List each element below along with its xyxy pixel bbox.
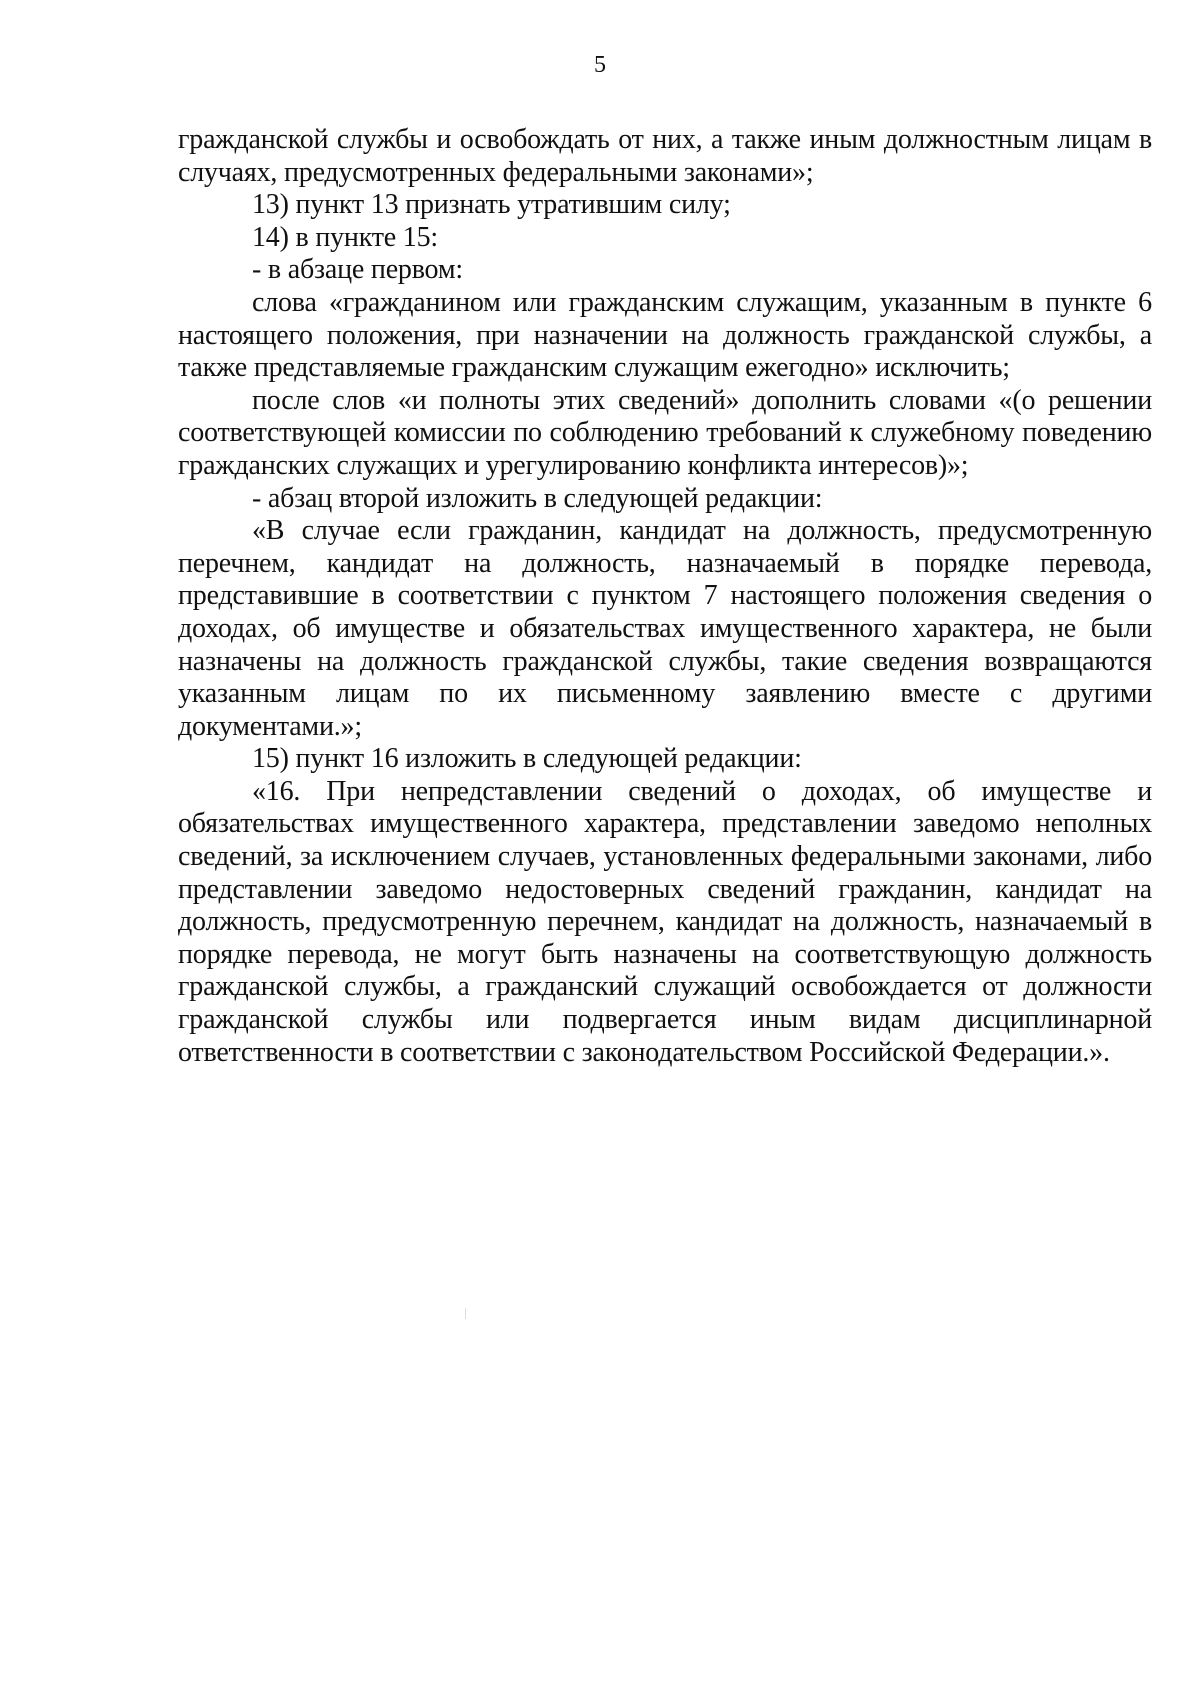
paragraph-words-exclusion: слова «гражданином или гражданским служащим, указанным в пункте 6 настоящего положения, при назначении на должность гражданской службы, а также представляемые гражданским служащим ежегодно» исключить;: [178, 286, 1152, 384]
paragraph-second-abzac: - абзац второй изложить в следующей редакции:: [252, 482, 823, 514]
paragraph-quoted-case: «В случае если гражданин, кандидат на должность, предусмотренную перечнем, кандидат на должность, назначаемый в порядке перевода, представившие в соответствии с пунктом 7 настоящего положения сведения о доходах, об имуществе и обязательствах имущественного характера, не были назначены на должность гражданской службы, такие сведения возвращаются указанным лицам по их письменному заявлению вместе с другими документами.»;: [178, 515, 1152, 742]
paragraph-item-14: 14) в пункте 15:: [252, 221, 438, 253]
document-body: [178, 124, 1152, 1069]
scan-speck: [465, 1308, 466, 1319]
paragraph-item-15: 15) пункт 16 изложить в следующей редакции:: [252, 743, 802, 775]
paragraph-item-13: 13) пункт 13 признать утратившим силу;: [252, 189, 731, 221]
paragraph-quoted-item-16: «16. При непредставлении сведений о доходах, об имуществе и обязательствах имущественного характера, представлении заведомо неполных сведений, за исключением случаев, установленных федеральными законами, либо представлении заведомо недостоверных сведений гражданин, кандидат на должность, предусмотренную перечнем, кандидат на должность, назначаемый в порядке перевода, не могут быть назначены на соответствующую должность гражданской службы, а гражданский служащий освобождается от должности гражданской службы или подвергается иным видам дисциплинарной ответственности в соответствии с законодательством Российской Федерации.».: [178, 775, 1152, 1068]
paragraph-words-addition: после слов «и полноты этих сведений» дополнить словами «(о решении соответствующей комиссии по соблюдению требований к служебному поведению гражданских служащих и урегулированию конфликта интересов)»;: [178, 384, 1152, 481]
page-number: 5: [594, 52, 606, 78]
paragraph-continuation: гражданской службы и освобождать от них, а также иным должностным лицам в случаях, предусмотренных федеральными законами»;: [178, 124, 1152, 188]
paragraph-first-abzac: - в абзаце первом:: [252, 254, 463, 286]
